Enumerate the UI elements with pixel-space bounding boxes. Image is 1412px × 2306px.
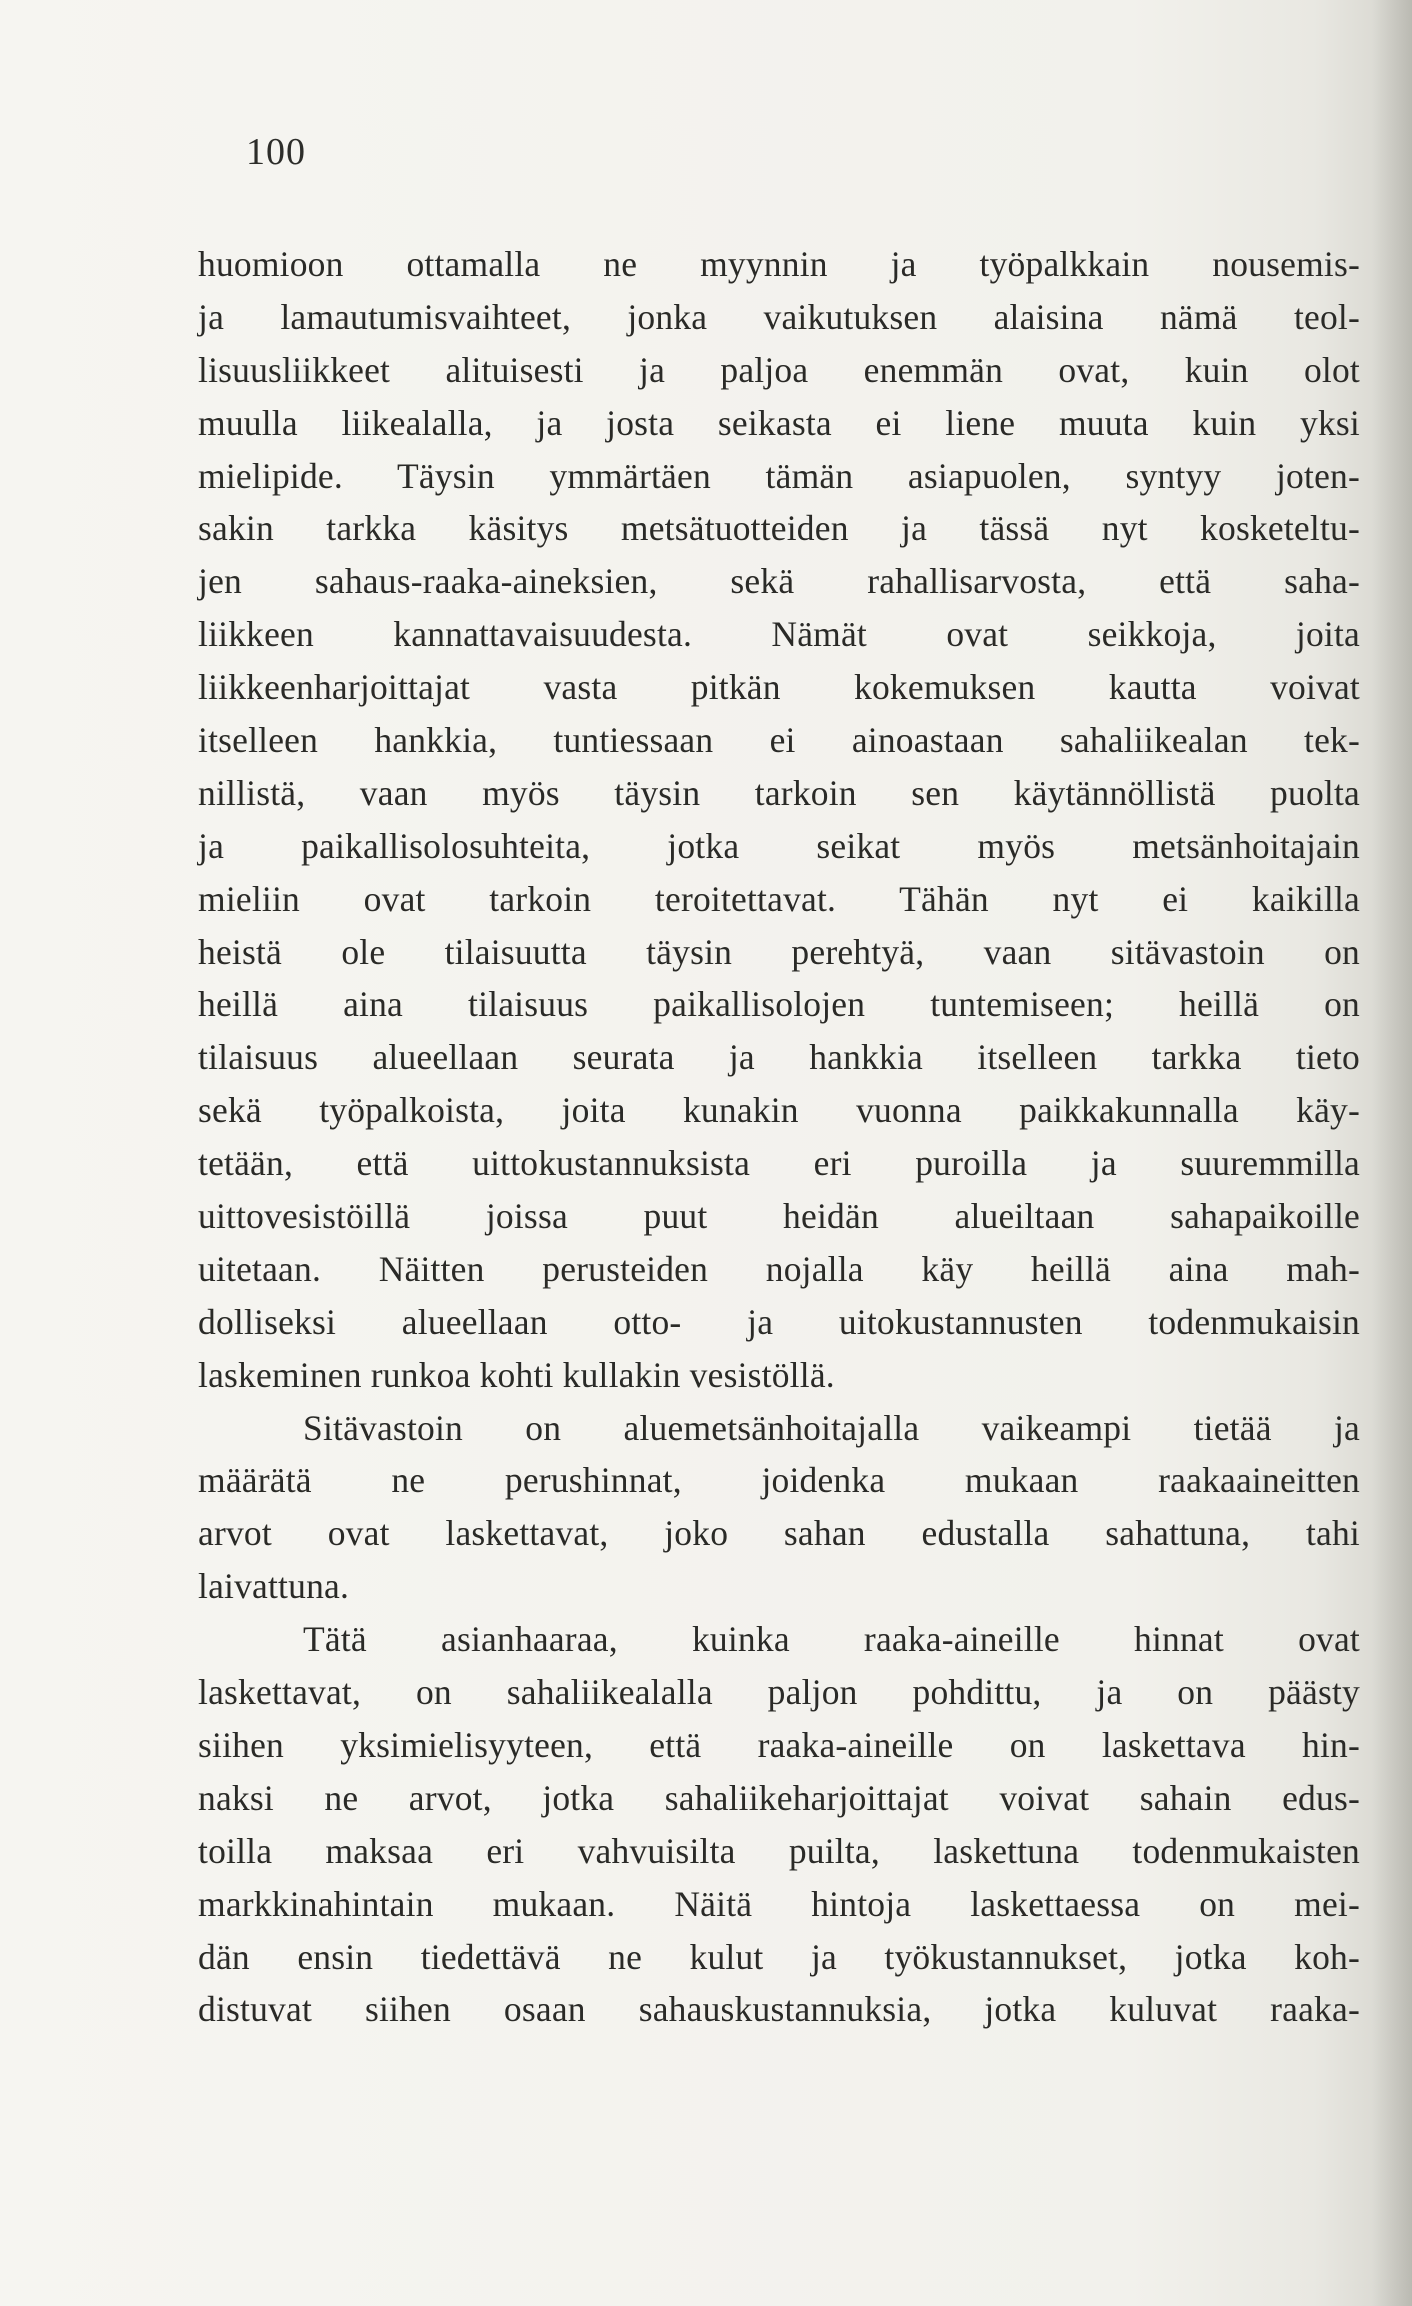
- text-line: tetään, että uittokustannuksista eri puroilla ja suuremmilla: [198, 1143, 1360, 1184]
- text-line: distuvat siihen osaan sahauskustannuksia, jotka kuluvat raaka-: [198, 1989, 1360, 2030]
- text-line: dän ensin tiedettävä ne kulut ja työkustannukset, jotka koh-: [198, 1936, 1360, 1977]
- text-line: jen sahaus-raaka-aineksien, sekä rahallisarvosta, että saha-: [198, 561, 1360, 602]
- text-line: heillä aina tilaisuus paikallisolojen tuntemiseen; heillä on: [198, 984, 1360, 1025]
- text-line: sakin tarkka käsitys metsätuotteiden ja tässä nyt kosketeltu-: [198, 508, 1360, 549]
- text-line: Sitävastoin on aluemetsänhoitajalla vaikeampi tietää ja: [303, 1407, 1360, 1448]
- text-line: liikkeen kannattavaisuudesta. Nämät ovat seikkoja, joita: [198, 614, 1360, 655]
- body-text: [198, 238, 1360, 2036]
- text-line: muulla liikealalla, ja josta seikasta ei liene muuta kuin yksi: [198, 402, 1360, 443]
- text-line: uittovesistöillä joissa puut heidän alueiltaan sahapaikoille: [198, 1196, 1360, 1237]
- page-edge-shadow: [1372, 0, 1412, 2306]
- text-line: toilla maksaa eri vahvuisilta puilta, laskettuna todenmukaisten: [198, 1830, 1360, 1871]
- text-line: arvot ovat laskettavat, joko sahan edustalla sahattuna, tahi: [198, 1513, 1360, 1554]
- text-line: huomioon ottamalla ne myynnin ja työpalkkain nousemis-: [198, 244, 1360, 284]
- text-line: markkinahintain mukaan. Näitä hintoja laskettaessa on mei-: [198, 1883, 1360, 1924]
- text-line: itselleen hankkia, tuntiessaan ei ainoastaan sahaliikealan tek-: [198, 720, 1360, 761]
- text-line: määrätä ne perushinnat, joidenka mukaan raakaaineitten: [198, 1460, 1360, 1501]
- text-line: ja lamautumisvaihteet, jonka vaikutuksen alaisina nämä teol-: [198, 296, 1360, 337]
- text-line: sekä työpalkoista, joita kunakin vuonna paikkakunnalla käy-: [198, 1090, 1360, 1131]
- text-line: tilaisuus alueellaan seurata ja hankkia itselleen tarkka tieto: [198, 1037, 1360, 1078]
- text-line: uitetaan. Näitten perusteiden nojalla käy heillä aina mah-: [198, 1248, 1360, 1289]
- text-line: laivattuna.: [198, 1566, 350, 1607]
- text-line: lisuusliikkeet alituisesti ja paljoa enemmän ovat, kuin olot: [198, 349, 1360, 390]
- text-line: mieliin ovat tarkoin teroitettavat. Tähän nyt ei kaikilla: [198, 878, 1360, 919]
- text-line: liikkeenharjoittajat vasta pitkän kokemuksen kautta voivat: [198, 667, 1360, 708]
- text-line: siihen yksimielisyyteen, että raaka-aineille on laskettava hin-: [198, 1724, 1360, 1765]
- text-line: laskettavat, on sahaliikealalla paljon pohdittu, ja on päästy: [198, 1672, 1360, 1713]
- text-line: naksi ne arvot, jotka sahaliikeharjoittajat voivat sahain edus-: [198, 1777, 1360, 1818]
- text-line: mielipide. Täysin ymmärtäen tämän asiapuolen, syntyy joten-: [198, 455, 1360, 496]
- text-line: dolliseksi alueellaan otto- ja uitokustannusten todenmukaisin: [198, 1301, 1360, 1342]
- text-line: heistä ole tilaisuutta täysin perehtyä, vaan sitävastoin on: [198, 931, 1360, 972]
- text-line: Tätä asianhaaraa, kuinka raaka-aineille hinnat ovat: [303, 1619, 1360, 1660]
- text-line: laskeminen runkoa kohti kullakin vesistöllä.: [198, 1354, 835, 1395]
- text-line: nillistä, vaan myös täysin tarkoin sen käytännöllistä puolta: [198, 772, 1360, 813]
- page-number: 100: [246, 131, 306, 173]
- text-line: ja paikallisolosuhteita, jotka seikat myös metsänhoitajain: [198, 825, 1360, 866]
